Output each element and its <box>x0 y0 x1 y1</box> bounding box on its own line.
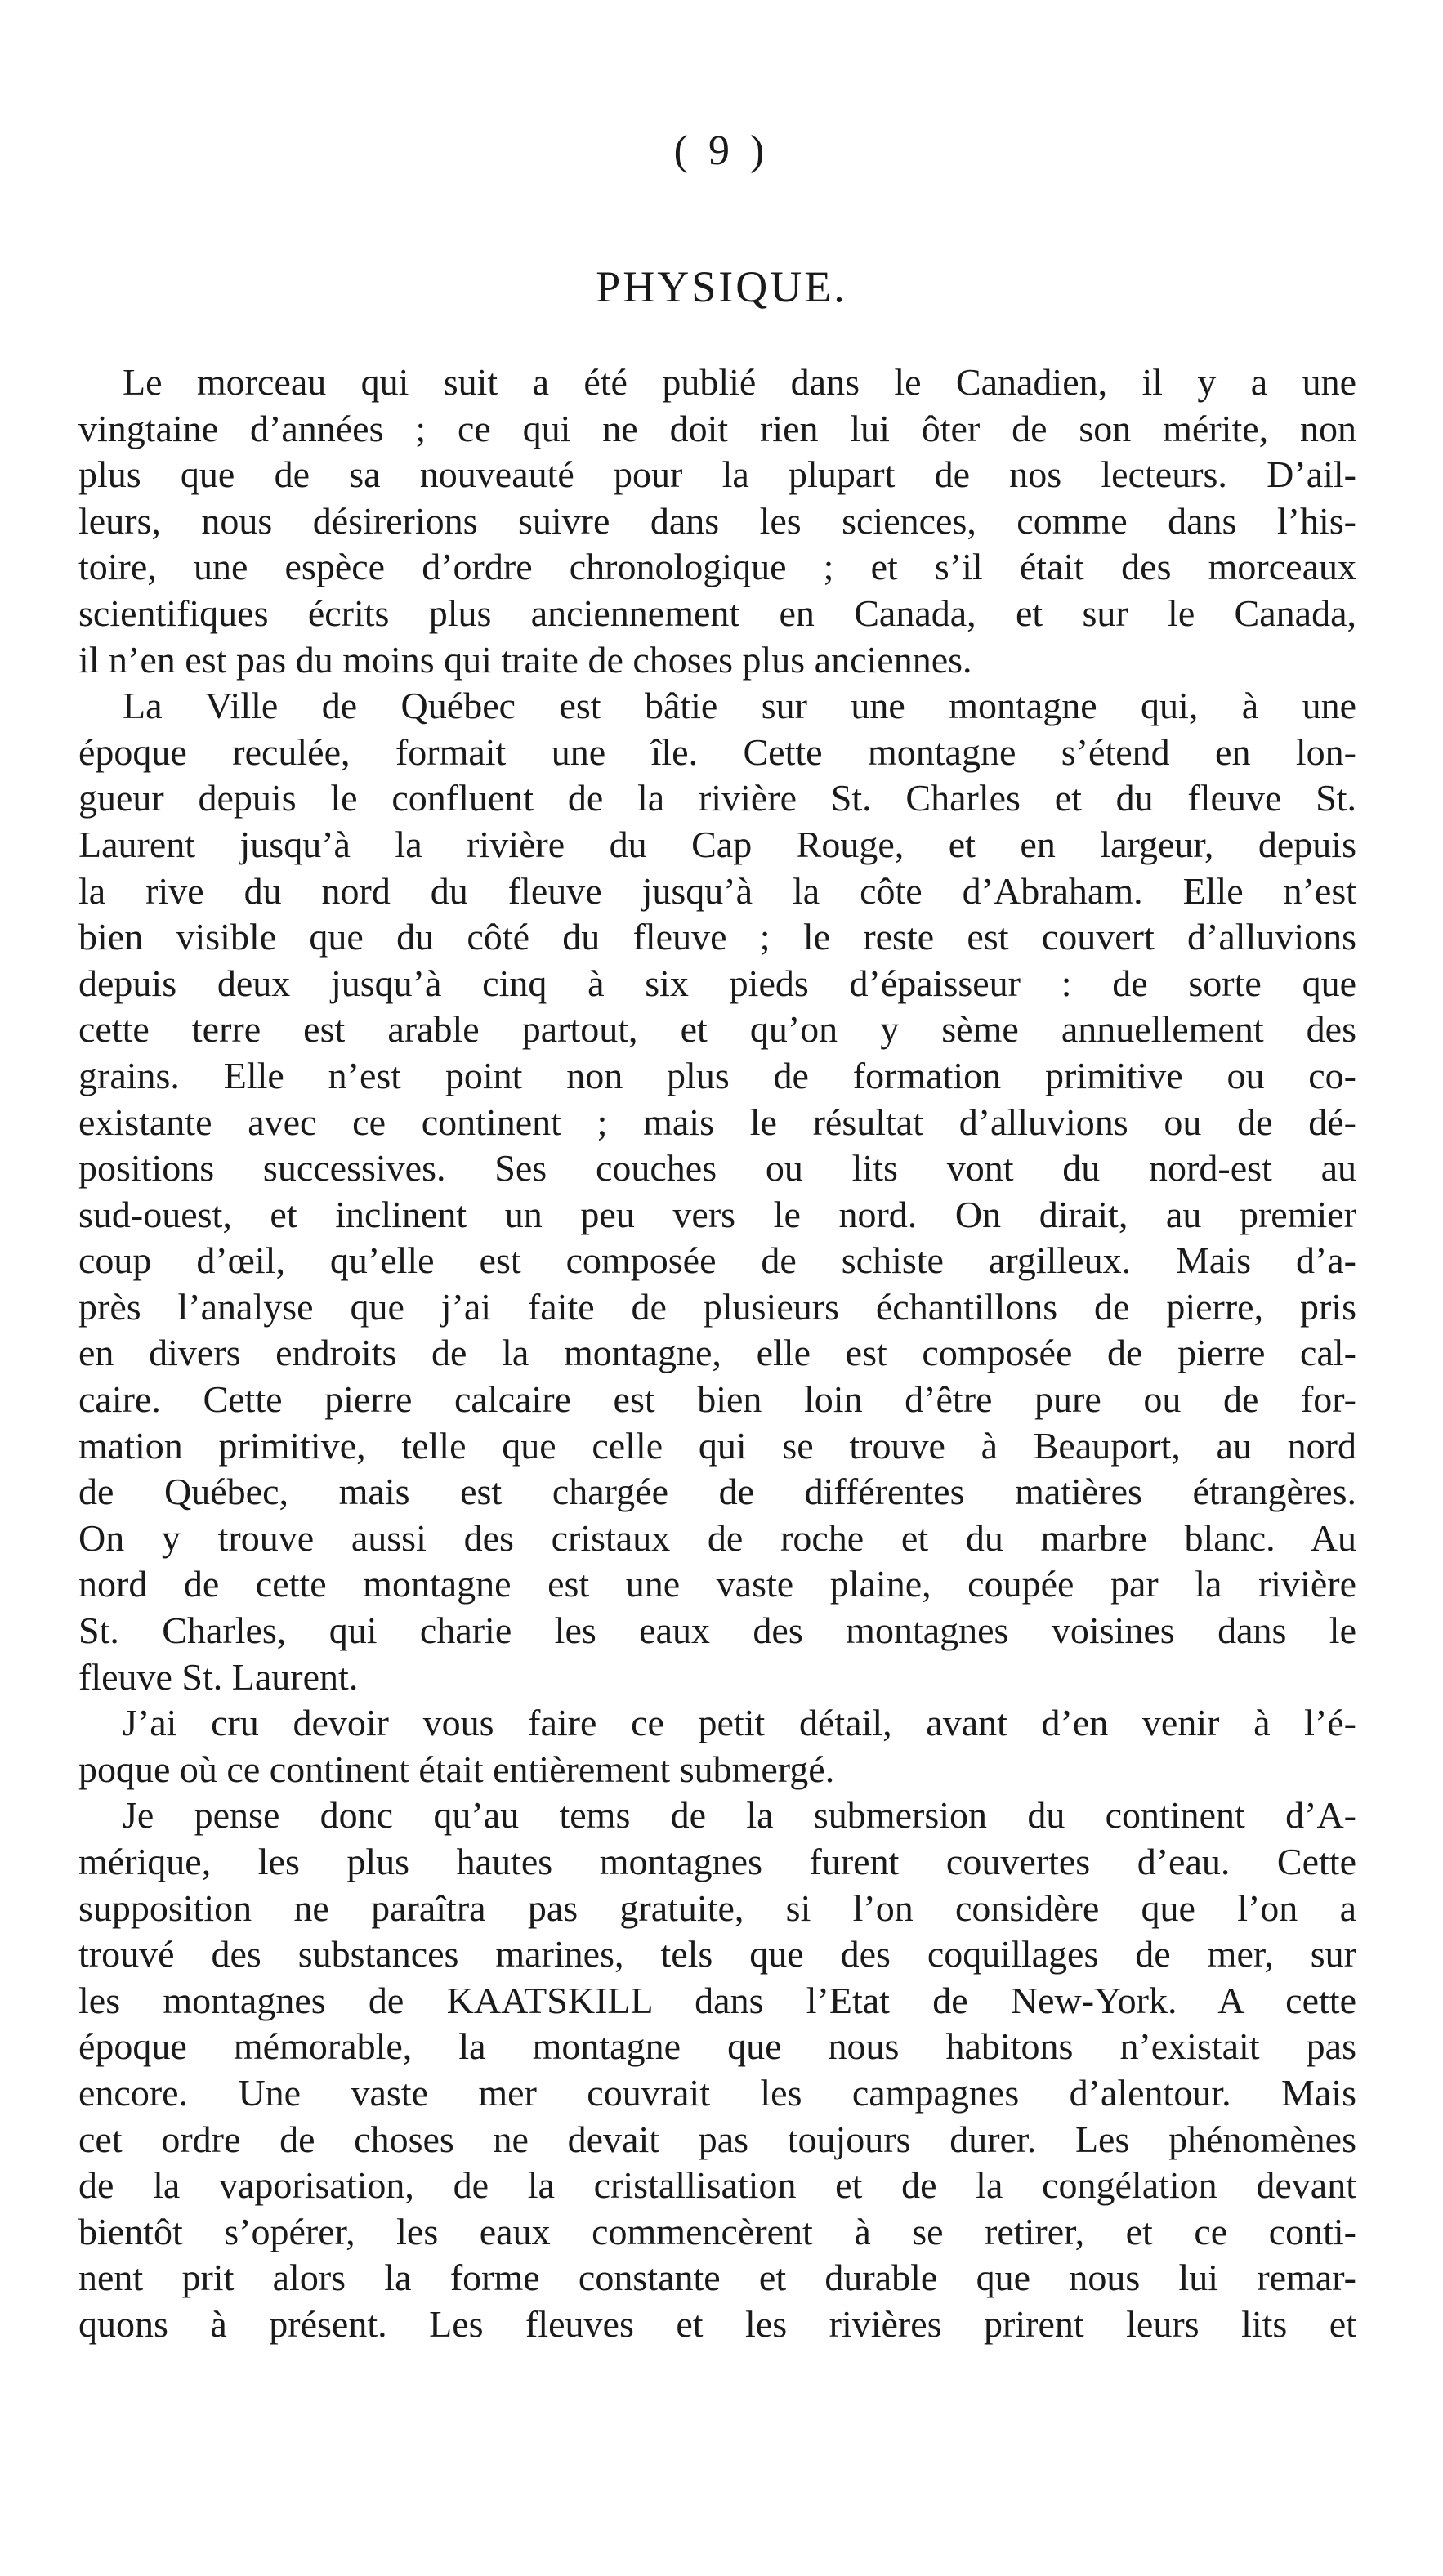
text-line: de la vaporisation, de la cristallisation et de la congélation devant <box>78 2164 1356 2207</box>
text-line: les montagnes de KAATSKILL dans l’Etat de New-York. A cette <box>78 1979 1356 2021</box>
text-line: gueur depuis le confluent de la rivière St. Charles et du fleuve St. <box>78 777 1356 819</box>
text-line: cet ordre de choses ne devait pas toujours durer. Les phénomènes <box>78 2118 1356 2160</box>
text-line: positions successives. Ses couches ou lits vont du nord-est au <box>78 1147 1356 1190</box>
text-line: époque reculée, formait une île. Cette montagne s’étend en lon- <box>78 730 1356 773</box>
text-line: encore. Une vaste mer couvrait les campagnes d’alentour. Mais <box>78 2071 1356 2114</box>
text-line: près l’analyse que j’ai faite de plusieurs échantillons de pierre, pris <box>78 1285 1356 1328</box>
text-line: en divers endroits de la montagne, elle est composée de pierre cal- <box>78 1332 1356 1374</box>
text-line: cette terre est arable partout, et qu’on y sème annuellement des <box>78 1008 1356 1051</box>
text-line: il n’en est pas du moins qui traite de choses plus anciennes. <box>78 638 972 681</box>
text-line: toire, une espèce d’ordre chronologique ; et s’il était des morceaux <box>78 546 1356 588</box>
text-line: depuis deux jusqu’à cinq à six pieds d’épaisseur : de sorte que <box>78 962 1356 1004</box>
text-line: vingtaine d’années ; ce qui ne doit rien lui ôter de son mérite, non <box>78 407 1356 449</box>
text-line: On y trouve aussi des cristaux de roche et du marbre blanc. Au <box>78 1516 1356 1559</box>
text-line: existante avec ce continent ; mais le résultat d’alluvions ou de dé- <box>78 1100 1356 1143</box>
text-line: Le morceau qui suit a été publié dans le Canadien, il y a une <box>123 361 1356 403</box>
text-line: nord de cette montagne est une vaste plaine, coupée par la rivière <box>78 1563 1356 1605</box>
text-line: bientôt s’opérer, les eaux commencèrent à se retirer, et ce conti- <box>78 2210 1356 2252</box>
text-line: bien visible que du côté du fleuve ; le reste est couvert d’alluvions <box>78 916 1356 958</box>
text-line: Laurent jusqu’à la rivière du Cap Rouge, et en largeur, depuis <box>78 823 1356 865</box>
text-line: mérique, les plus hautes montagnes furent couvertes d’eau. Cette <box>78 1841 1356 1882</box>
text-line: grains. Elle n’est point non plus de formation primitive ou co- <box>78 1054 1356 1096</box>
section-heading: PHYSIQUE. <box>596 262 847 311</box>
text-line: nent prit alors la forme constante et durable que nous lui remar- <box>78 2257 1356 2299</box>
text-line: plus que de sa nouveauté pour la plupart de nos lecteurs. D’ail- <box>78 453 1356 496</box>
text-line: scientifiques écrits plus anciennement en Canada, et sur le Canada, <box>78 592 1356 634</box>
text-line: quons à présent. Les fleuves et les rivières prirent leurs lits et <box>78 2302 1356 2345</box>
text-line: leurs, nous désirerions suivre dans les sciences, comme dans l’his- <box>78 499 1356 542</box>
text-line: St. Charles, qui charie les eaux des montagnes voisines dans le <box>78 1609 1356 1652</box>
text-line: trouvé des substances marines, tels que des coquillages de mer, sur <box>78 1933 1356 1976</box>
text-line: mation primitive, telle que celle qui se trouve à Beauport, au nord <box>78 1424 1356 1467</box>
text-line: J’ai cru devoir vous faire ce petit détail, avant d’en venir à l’é- <box>123 1702 1356 1744</box>
text-line: de Québec, mais est chargée de différentes matières étrangères. <box>78 1471 1356 1513</box>
body-text <box>78 359 1356 2348</box>
text-line: époque mémorable, la montagne que nous habitons n’existait pas <box>78 2025 1356 2068</box>
text-line: fleuve St. Laurent. <box>78 1655 359 1698</box>
text-line: La Ville de Québec est bâtie sur une montagne qui, à une <box>123 685 1356 727</box>
text-line: la rive du nord du fleuve jusqu’à la côte d’Abraham. Elle n’est <box>78 869 1356 912</box>
text-line: poque où ce continent était entièrement submergé. <box>78 1748 835 1790</box>
text-line: Je pense donc qu’au tems de la submersion du continent d’A- <box>123 1794 1356 1837</box>
text-line: sud-ouest, et inclinent un peu vers le nord. On dirait, au premier <box>78 1193 1356 1235</box>
text-line: coup d’œil, qu’elle est composée de schiste argilleux. Mais d’a- <box>78 1239 1356 1282</box>
page-number: ( 9 ) <box>673 127 770 174</box>
text-line: caire. Cette pierre calcaire est bien loin d’être pure ou de for- <box>78 1378 1356 1421</box>
text-line: supposition ne paraîtra pas gratuite, si l’on considère que l’on a <box>78 1886 1356 1929</box>
